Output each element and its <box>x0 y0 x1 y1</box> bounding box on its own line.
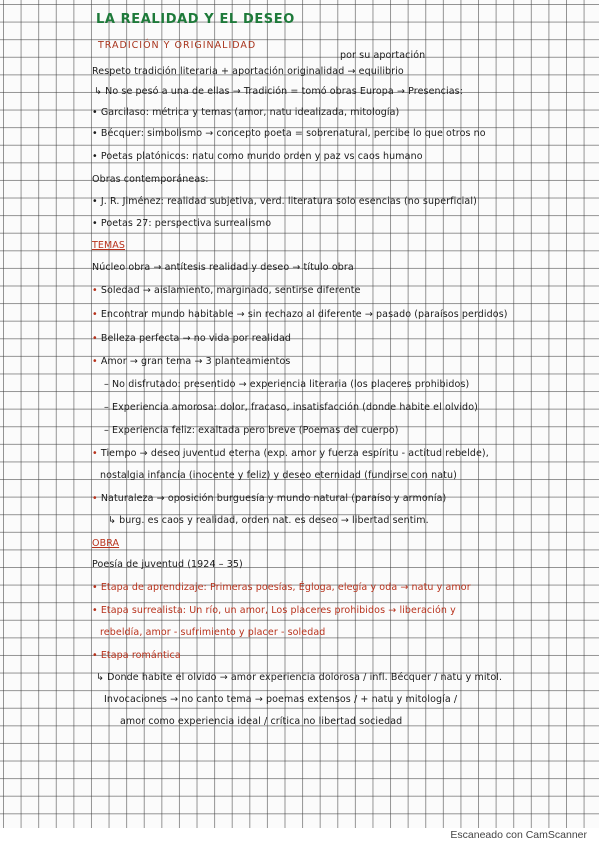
note-line: • Belleza perfecta → no vida por realidad <box>92 333 291 344</box>
note-line: rebeldía, amor - sufrimiento y placer - soledad <box>100 627 326 638</box>
note-line: Obras contemporáneas: <box>92 174 209 185</box>
note-line: TEMAS <box>92 240 126 251</box>
note-line: • Amor → gran tema → 3 planteamientos <box>92 356 290 367</box>
note-line: – Experiencia feliz: exaltada pero breve (Poemas del cuerpo) <box>104 425 399 436</box>
note-line: • Poetas 27: perspectiva surrealismo <box>92 218 271 229</box>
note-line: • Poetas platónicos: natu como mundo orden y paz vs caos humano <box>92 151 423 162</box>
page-title: LA REALIDAD Y EL DESEO <box>96 12 295 27</box>
note-line: Núcleo obra → antítesis realidad y deseo → título obra <box>92 262 354 273</box>
note-line: Invocaciones → no canto tema → poemas extensos / + natu y mitología / <box>104 694 458 705</box>
note-line: • Naturaleza → oposición burguesía y mundo natural (paraíso y armonía) <box>92 493 446 504</box>
note-line: • Bécquer: simbolismo → concepto poeta = sobrenatural, percibe lo que otros no <box>92 128 486 139</box>
note-line: – Experiencia amorosa: dolor, fracaso, insatisfacción (donde habite el olvido) <box>104 402 478 413</box>
note-line: nostalgia infancia (inocente y feliz) y deseo eternidad (fundirse con natu) <box>100 470 457 481</box>
note-line: • Etapa surrealista: Un río, un amor, Los placeres prohibidos → liberación y <box>92 605 456 616</box>
note-line: por su aportación <box>340 50 426 61</box>
note-line: ↳ No se pesó a una de ellas → Tradición = tomó obras Europa → Presencias: <box>94 86 463 97</box>
note-line: Poesía de juventud (1924 – 35) <box>92 559 243 570</box>
note-line: • Etapa romántica <box>92 650 181 661</box>
note-line: Respeto tradición literaria + aportación originalidad → equilibrio <box>92 66 404 77</box>
note-line: • Tiempo → deseo juventud eterna (exp. amor y fuerza espíritu - actitud rebelde), <box>92 448 489 459</box>
note-line: amor como experiencia ideal / crítica no libertad sociedad <box>120 716 403 727</box>
note-line: ↳ burg. es caos y realidad, orden nat. es deseo → libertad sentim. <box>108 515 429 526</box>
note-line: OBRA <box>92 538 120 549</box>
note-line: ↳ Donde habite el olvido → amor experiencia dolorosa / infl. Bécquer / natu y mitol. <box>96 672 503 683</box>
note-line: • Encontrar mundo habitable → sin rechazo al diferente → pasado (paraísos perdidos) <box>92 309 508 320</box>
note-line: • Garcilaso: métrica y temas (amor, natu idealizada, mitología) <box>92 107 399 118</box>
scanner-watermark: Escaneado con CamScanner <box>450 829 587 841</box>
note-line: • Soledad → aislamiento, marginado, sentirse diferente <box>92 285 361 296</box>
note-line: • Etapa de aprendizaje: Primeras poesías, Égloga, elegía y oda → natu y amor <box>92 582 471 593</box>
note-line: TRADICIÓN Y ORIGINALIDAD <box>98 40 257 51</box>
note-line: • J. R. Jiménez: realidad subjetiva, verd. literatura solo esencias (no superficial) <box>92 196 477 207</box>
note-line: – No disfrutado: presentido → experiencia literaria (los placeres prohibidos) <box>104 379 470 390</box>
